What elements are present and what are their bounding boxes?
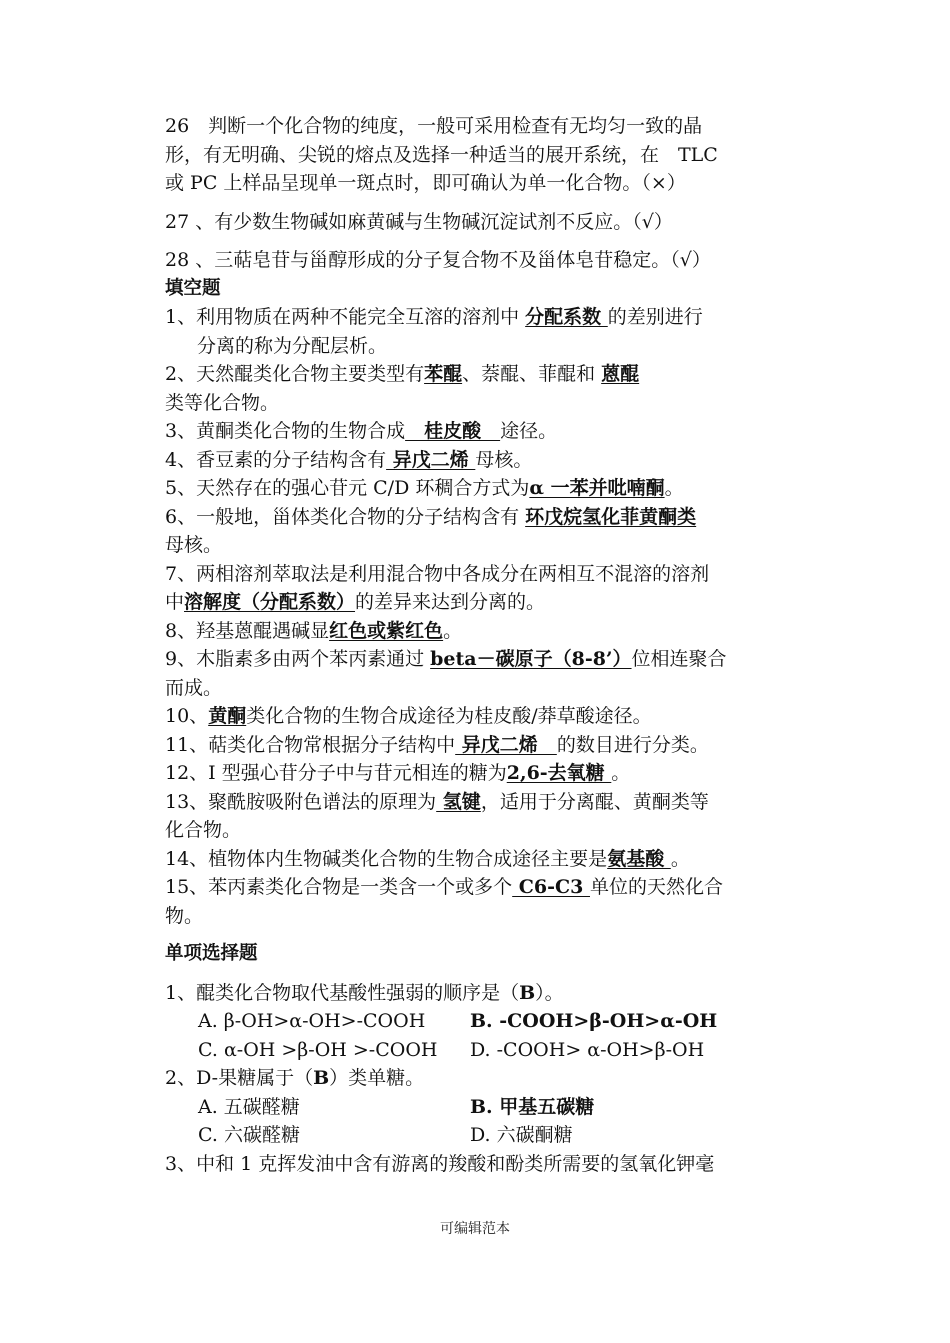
judge-item-26 bbox=[165, 112, 790, 198]
text: 15、苯丙素类化合物是一类含一个或多个 bbox=[165, 876, 513, 898]
text: 的差异来达到分离的。 bbox=[355, 591, 546, 613]
choice-item-1 bbox=[165, 979, 790, 1065]
answer: 氨基酸 bbox=[607, 847, 671, 870]
choice-item-3: 3、中和 1 克挥发油中含有游离的羧酸和酚类所需要的氢氧化钾毫 bbox=[165, 1152, 715, 1175]
answer: C6-C3 bbox=[512, 876, 590, 898]
text: ）类单糖。 bbox=[329, 1067, 425, 1089]
text-line: 母核。 bbox=[165, 534, 223, 556]
text: 。 bbox=[670, 847, 690, 870]
fill-item-15 bbox=[165, 873, 790, 930]
text: 6、一般地，甾体类化合物的分子结构含有 bbox=[165, 505, 526, 528]
answer: 异戊二烯 bbox=[455, 733, 557, 756]
answer: 2,6-去氧糖 bbox=[506, 762, 612, 784]
answer: 红色或紫红色 bbox=[329, 619, 444, 642]
answer: 溶解度（分配系数） bbox=[184, 591, 356, 613]
text: 14、植物体内生物碱类化合物的生物合成途径主要是 bbox=[165, 847, 608, 870]
text-line: 形，有无明确、尖锐的熔点及选择一种适当的展开系统，在 TLC bbox=[165, 143, 718, 166]
fill-item-6 bbox=[165, 503, 790, 560]
fill-item-5 bbox=[165, 474, 790, 503]
text: 9、木脂素多由两个苯丙素通过 bbox=[165, 648, 431, 670]
text: 8、羟基蒽醌遇碱显 bbox=[165, 619, 330, 642]
fill-item-12 bbox=[165, 759, 790, 788]
option-c: C. 六碳醛糖 bbox=[198, 1124, 300, 1146]
text: 12、I 型强心苷分子中与苷元相连的糖为 bbox=[165, 762, 507, 784]
answer: 黄酮 bbox=[208, 705, 247, 727]
text-line: 类等化合物。 bbox=[165, 391, 280, 414]
text: 中 bbox=[165, 591, 185, 613]
text: 单位的天然化合 bbox=[590, 876, 724, 898]
fill-item-11 bbox=[165, 731, 790, 760]
answer: 苯醌 bbox=[424, 363, 463, 385]
answer: α 一苯并吡喃酮 bbox=[529, 477, 665, 499]
text: 1、利用物质在两种不能完全互溶的溶剂中 bbox=[165, 306, 526, 328]
text-line: 而成。 bbox=[165, 676, 223, 699]
page-footer: 可编辑范本 bbox=[440, 1221, 510, 1237]
text: 位相连聚合 bbox=[631, 648, 727, 670]
fill-item-7 bbox=[165, 560, 790, 617]
answer: 环戊烷氢化菲黄酮类 bbox=[525, 505, 697, 528]
text: 途径。 bbox=[500, 420, 558, 442]
text: 的差别进行 bbox=[607, 306, 703, 328]
answer: 异戊二烯 bbox=[386, 448, 476, 471]
fill-item-4 bbox=[165, 446, 790, 475]
option-d: D. -COOH> α-OH>β-OH bbox=[470, 1038, 705, 1061]
answer: 分配系数 bbox=[525, 306, 608, 328]
text-line: 物。 bbox=[165, 904, 204, 927]
text: 1、醌类化合物取代基酸性强弱的顺序是（ bbox=[165, 981, 520, 1004]
judge-item-27: 27 、有少数生物碱如麻黄碱与生物碱沉淀试剂不反应。（√） bbox=[165, 210, 673, 233]
text: 4、香豆素的分子结构含有 bbox=[165, 448, 387, 471]
text: 母核。 bbox=[475, 448, 533, 471]
text: 11、萜类化合物常根据分子结构中 bbox=[165, 733, 456, 756]
fill-item-3 bbox=[165, 417, 790, 446]
text: 10、 bbox=[165, 705, 209, 727]
text: 2、天然醌类化合物主要类型有 bbox=[165, 363, 425, 385]
text-line: 26 判断一个化合物的纯度，一般可采用检查有无均匀一致的晶 bbox=[165, 115, 703, 137]
judge-item-28: 28 、三萜皂苷与甾醇形成的分子复合物不及甾体皂苷稳定。（√） bbox=[165, 249, 711, 271]
fill-item-8 bbox=[165, 617, 790, 646]
text: ）。 bbox=[535, 981, 564, 1004]
option-b-correct: B. 甲基五碳糖 bbox=[470, 1095, 595, 1118]
answer: beta－碳原子（8-8’） bbox=[430, 648, 632, 670]
document-page bbox=[165, 112, 790, 1178]
answer: B bbox=[519, 981, 536, 1004]
text-line: 分离的称为分配层析。 bbox=[197, 334, 388, 357]
choice-item-2 bbox=[165, 1064, 790, 1150]
text-line: 化合物。 bbox=[165, 819, 242, 841]
answer: 氢键 bbox=[436, 790, 481, 813]
option-b-correct: B. -COOH>β-OH>α-OH bbox=[470, 1010, 718, 1032]
answer: 蒽醌 bbox=[601, 363, 640, 385]
text: 类化合物的生物合成途径为桂皮酸/莽草酸途径。 bbox=[246, 705, 652, 727]
option-c: C. α-OH >β-OH >-COOH bbox=[198, 1038, 438, 1061]
fill-item-10 bbox=[165, 702, 790, 731]
fill-item-2 bbox=[165, 360, 790, 417]
text: 2、D-果糖属于（ bbox=[165, 1067, 314, 1089]
answer: 桂皮酸 bbox=[405, 420, 501, 442]
text: 、萘醌、菲醌和 bbox=[462, 363, 602, 385]
text: 5、天然存在的强心苷元 C/D 环稠合方式为 bbox=[165, 477, 530, 499]
text: 。 bbox=[664, 477, 684, 499]
section-title-choice: 单项选择题 bbox=[165, 943, 258, 964]
text: 。 bbox=[443, 619, 463, 642]
fill-item-14 bbox=[165, 845, 790, 874]
section-title-fill: 填空题 bbox=[165, 277, 221, 299]
text: 。 bbox=[611, 762, 631, 784]
text-line: 或 PC 上样品呈现单一斑点时，即可确认为单一化合物。（×） bbox=[165, 172, 686, 194]
fill-item-13 bbox=[165, 788, 790, 845]
option-d: D. 六碳酮糖 bbox=[470, 1124, 573, 1146]
answer: B bbox=[313, 1067, 330, 1089]
text: 13、聚酰胺吸附色谱法的原理为 bbox=[165, 790, 437, 813]
text: 3、黄酮类化合物的生物合成 bbox=[165, 420, 406, 442]
text: ，适用于分离醌、黄酮类等 bbox=[480, 790, 709, 813]
text: 的数目进行分类。 bbox=[556, 733, 709, 756]
option-a: A. 五碳醛糖 bbox=[198, 1095, 300, 1118]
fill-item-1 bbox=[165, 303, 790, 360]
fill-item-9 bbox=[165, 645, 790, 702]
text-line: 7、两相溶剂萃取法是利用混合物中各成分在两相互不混溶的溶剂 bbox=[165, 562, 710, 585]
option-a: A. β-OH>α-OH>-COOH bbox=[198, 1010, 426, 1032]
